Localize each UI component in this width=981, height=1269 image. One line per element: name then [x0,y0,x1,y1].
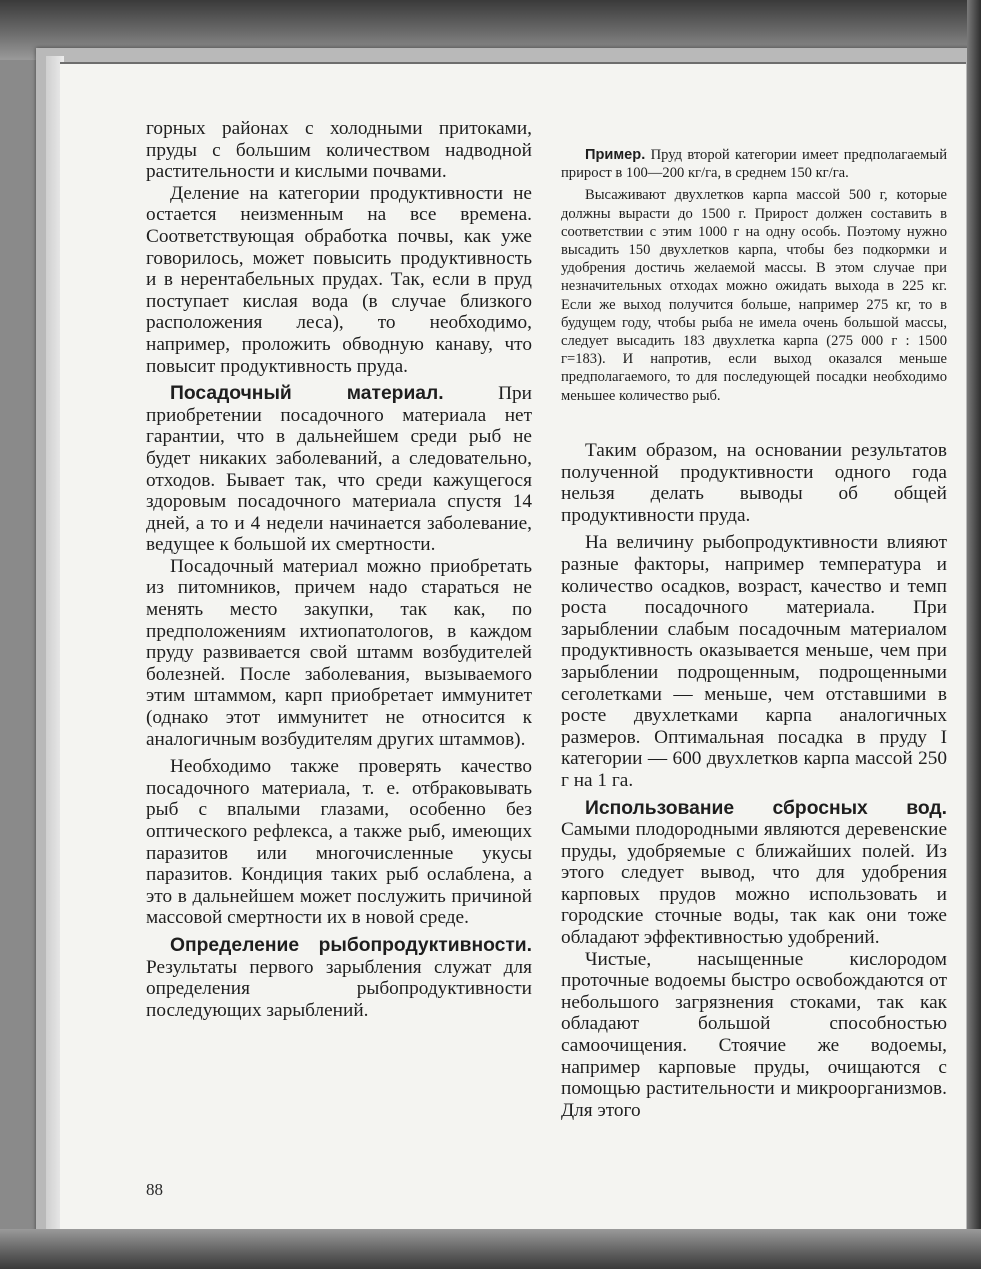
scan-background-bottom [0,1229,981,1269]
scan-background-right [967,0,981,1269]
right-text-column [561,440,947,1121]
example-box [561,146,947,405]
paragraph-self-cleaning: Чистые, насыщенные кислородом проточные водоемы быстро освобождаются от небольшого загрязнения стоками, так как обладают большой способностью самоочищения. Стоячие же водоемы, например карповые пруды, очищаются с помощью растительности и микроорганизмов. Для этого [561,948,947,1121]
example-paragraph-2: Высаживают двухлетков карпа массой 500 г, которые должны вырасти до 1500 г. Прирост должен составить в соответствии с этим 1000 г на одну особь. Поэтому нужно высадить 150 двухлетков карпа, чтобы без подкормки и удобрения достичь желаемой массы. В этом случае при незначительных отходах можно ожидать выхода в 225 кг. Если же выход получится больше, например 275 кг, то в будущем году, чтобы рыба не имела очень большой массы, следует высадить 183 двухлетка карпа (275 000 г : 1500 г=183). И напротив, если выход оказался меньше предполагаемого, то для последующей посадки необходимо меньшее количество рыб. [561,187,947,404]
section-heading-wastewater: Использование сбросных вод. [585,797,947,819]
paragraph-conclusion: Таким образом, на основании результатов полученной продуктивности одного года нельзя делать выводы об общей продуктивности пруда. [561,440,947,526]
example-paragraph-1-text: Пруд второй категории имеет предполагаемый прирост в 100—200 кг/га, в среднем 150 кг/га. [561,147,947,182]
paragraph-quality-check: Необходимо также проверять качество посадочного материала, т. е. отбраковывать рыб с впалыми глазами, особенно без оптического рефлекса, а также рыб, имеющих паразитов или многочисленные укусы паразитов. Кондиция таких рыб ослаблена, а это в дальнейшем может послужить причиной массовой смертности их в новой среде. [146,756,532,929]
section-heading-productivity: Определение рыбопродуктивности. [170,934,532,956]
example-paragraph-1 [561,146,947,182]
paragraph-continuation: горных районах с холодными притоками, пруды с большим количеством надводной растительности и кислыми почвами. [146,118,532,183]
paragraph-factors: На величину рыбопродуктивности влияют разные факторы, например температура и количество осадков, возраст, качество и темп роста посадочного материала. При зарыблении слабым посадочным материалом продуктивность оказывается меньше, чем при зарыблении подрощенным, подрощенными сеголетками — меньше, чем отставшими в росте двухлетками карпа аналогичных размеров. Оптимальная посадка в пруду I категории — 600 двухлетков карпа массой 250 г на 1 га. [561,532,947,791]
paragraph-categories: Деление на категории продуктивности не остается неизменным на все времена. Соответствующая обработка почвы, как уже говорилось, может повысить продуктивность и в нерентабельных прудах. Так, если в пруд поступает кислая вода (в случае близкого расположения леса), то необходимо, например, проложить обводную канаву, что повысит продуктивность пруда. [146,182,532,377]
paragraph-stocking-material [146,383,532,556]
page-number: 88 [146,1180,163,1199]
paragraph-wastewater-text: Самыми плодородными являются деревенские пруды, удобряемые с ближайших полей. Из этого следует вывод, что для удобрения карповых прудов можно использовать и городские сточные воды, так как они тоже обладают эффективностью удобрений. [561,819,947,949]
example-heading: Пример. [585,147,646,163]
paragraph-productivity-determination [146,935,532,1021]
left-text-column [146,118,532,1021]
paragraph-productivity-text: Результаты первого зарыбления служат для определения рыбопродуктивности последующих зарыблений. [146,956,532,1021]
paragraph-wastewater [561,798,947,949]
paragraph-stocking-material-text: При приобретении посадочного материала нет гарантии, что в дальнейшем среди рыб не будет никаких заболеваний, а следовательно, отходов. Бывает так, что среди кажущегося здоровым посадочного материала спустя 14 дней, а то и 4 недели начинается заболевание, ведущее к большой их смертности. [146,383,532,556]
section-heading-stocking-material: Посадочный материал. [170,383,444,405]
paragraph-nurseries: Посадочный материал можно приобретать из питомников, причем надо стараться не менять место закупки, так как, по предположениям ихтиопатологов, в каждом пруду развивается свой штамм возбудителей болезней. После заболевания, вызываемого этим штаммом, карп приобретает иммунитет (однако этот иммунитет не относится к аналогичным возбудителям других штаммов). [146,555,532,750]
